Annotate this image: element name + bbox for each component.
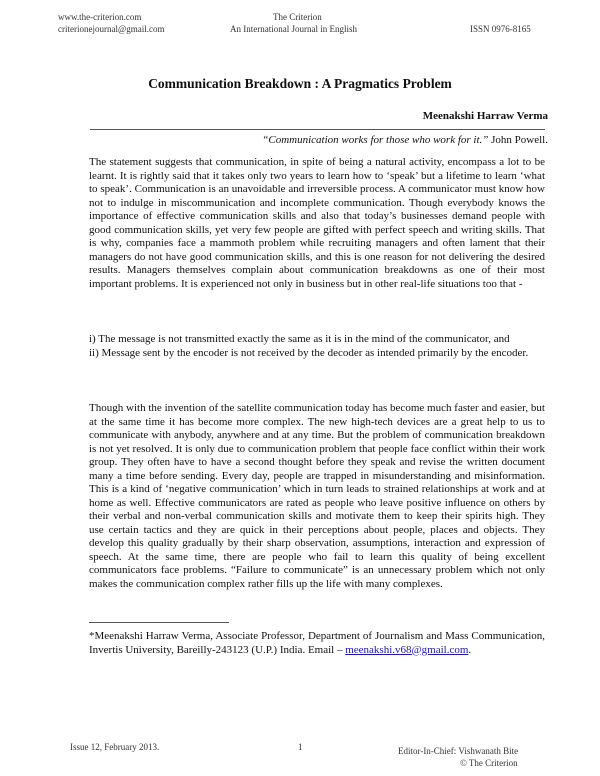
epigraph [262,134,548,146]
title-divider [90,129,545,130]
footnote [89,630,545,657]
body-paragraph-1: The statement suggests that communication, in spite of being a natural activity, encompass a lot to be learnt. It is rightly said that it takes only two years to learn how to ‘speak’ but a lifetime to learn ‘what to speak’. Communication is an unavoidable and irreversible process. A communicator must know how not to indulge in miscommunication and incomplete communication. Though everybody knows the importance of effective communication skills and also that today’s businesses demand people with good communication skills, yet very few people are gifted with perfect speech and writing skills. That is why, companies face a mammoth problem while recruiting managers and often lament that their managers do not have good communication skills, and this is one reason for not delivering the desired results. Managers themselves complain about communication breakdowns as one of their most important problems. It is experienced not only in business but in other real-life situations too that - [89,156,545,290]
footer-editor: Editor-In-Chief: Vishwanath Bite [398,746,519,756]
footnote-end: . [468,643,472,656]
footer-copyright: © The Criterion [460,758,518,768]
footer-page-number: 1 [298,742,303,752]
header-email[interactable]: criterionejournal@gmail.com [58,24,165,34]
epigraph-author: John Powell. [488,134,548,146]
points-list [89,333,545,360]
footnote-email-link[interactable]: meenakshi.v68@gmail.com [345,643,469,656]
article-title: Communication Breakdown : A Pragmatics Problem [148,76,452,91]
list-item: ii) Message sent by the encoder is not received by the decoder as intended primarily by the encoder. [89,346,529,359]
footnote-divider [89,622,229,623]
epigraph-quote: “Communication works for those who work for it.” [262,134,489,146]
header-journal-name: The Criterion [273,12,322,22]
header-website[interactable]: www.the-criterion.com [58,12,142,22]
footer-issue: Issue 12, February 2013. [70,742,160,752]
header-issn: ISSN 0976-8165 [470,24,531,34]
article-author: Meenakshi Harraw Verma [422,110,548,122]
list-item: i) The message is not transmitted exactly the same as it is in the mind of the communicator, and [89,333,510,345]
body-paragraph-2: Though with the invention of the satellite communication today has become much faster and easier, but at the same time it has become more complex. The new high-tech devices are a great help to us to communicate with anybody, anywhere and at any time. But the problem of communication breakdown is not yet resolved. It is only due to communication problem that people face conflict within their work group. They often have to have a second thought before they speak and revise the written document many a time before sending. Every day, people are trapped in misunderstanding and misinformation. This is a kind of ‘negative communication’ which in turn leads to strained relationships at work and at home as well. Effective communicators are rated as people who leave positive influence on others by their verbal and non-verbal communication skills and motivate them to keep their spirits high. They use certain tactics and they are quick in their perceptions about people, places and objects. They develop this quality gradually by their sharp observation, assumptions, interaction and expression of speech. At the same time, there are people who fail to learn this quality of being excellent communicators face problems. “Failure to communicate” is an unnecessary problem which not only makes the communication complex rather fills up the life with many complexes. [89,402,545,590]
footnote-text: *Meenakshi Harraw Verma, Associate Professor, Department of Journalism and Mass Communication, Invertis University, Bareilly-243123 (U.P.) India. Email – [89,630,545,656]
header-journal-subtitle: An International Journal in English [230,24,357,34]
